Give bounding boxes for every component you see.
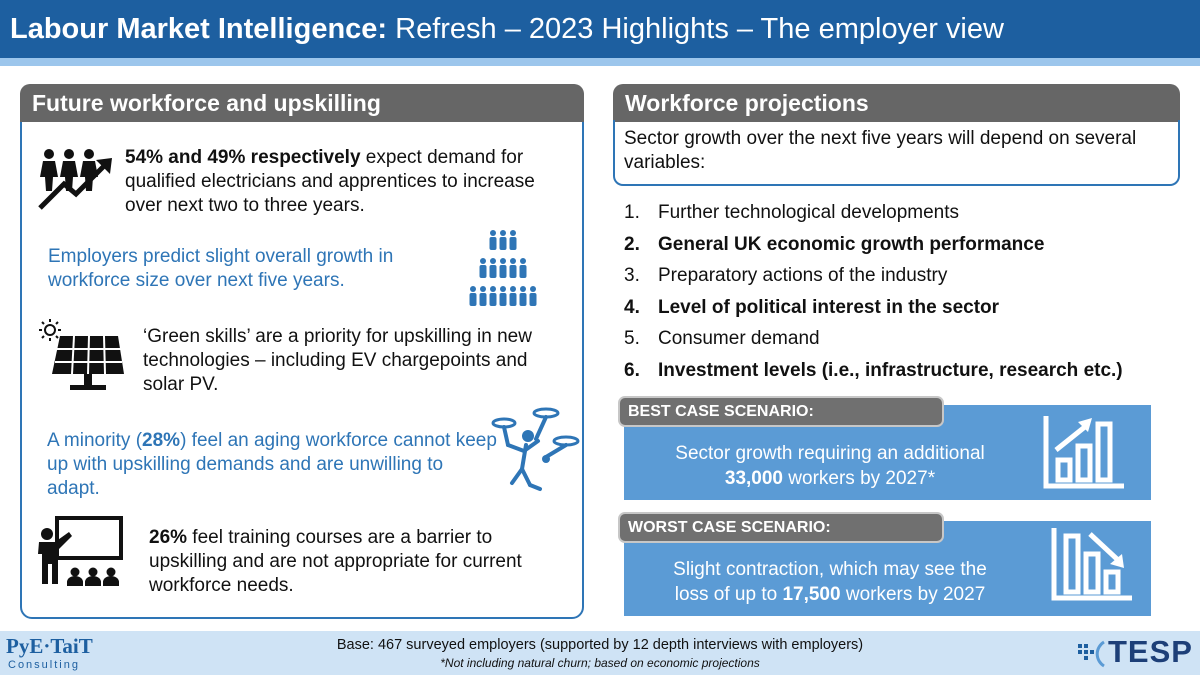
tesp-logo: TESP	[1108, 634, 1193, 669]
list-item-text: Further technological developments	[658, 202, 960, 223]
item5-rest: feel training courses are a barrier to upskilling and are not appropriate for current workforce needs.	[149, 527, 522, 596]
workforce-pyramid-icon	[466, 228, 540, 310]
solar-panel-icon	[36, 318, 126, 392]
person-figure-body	[470, 293, 477, 306]
person-figure-head	[510, 258, 516, 264]
worst-case-pre: loss of up to	[674, 584, 783, 605]
pye-tait-logo-subtitle: Consulting	[8, 659, 80, 671]
list-item-number: 6.	[624, 359, 640, 381]
person-figure-head	[490, 258, 496, 264]
list-item-number: 3.	[624, 265, 640, 286]
footer-footnote: *Not including natural churn; based on economic projections	[440, 656, 760, 670]
person-figure-head	[510, 286, 516, 292]
best-case-text	[640, 441, 1020, 491]
pye-tait-logo: PyE·TaiT	[6, 634, 93, 658]
person-figure-head	[530, 286, 536, 292]
item4-bold: 28%	[142, 430, 181, 451]
worst-case-number: 17,500	[782, 584, 841, 605]
page-title-rest: Refresh – 2023 Highlights – The employer view	[387, 13, 1004, 45]
person-figure-body	[520, 293, 527, 306]
person-figure-body	[500, 293, 507, 306]
best-case-line1: Sector growth requiring an additional	[675, 443, 985, 464]
person-figure-body	[530, 293, 537, 306]
people-growth-icon	[36, 146, 116, 212]
person-figure-head	[500, 258, 506, 264]
future-workforce-heading: Future workforce and upskilling	[20, 84, 584, 122]
best-case-label: BEST CASE SCENARIO:	[618, 396, 944, 427]
person-figure-head	[510, 230, 516, 236]
item5-bold: 26%	[149, 527, 188, 548]
page-title	[10, 13, 1004, 46]
list-item-text: Level of political interest in the sector	[658, 296, 1000, 318]
item3-text: ‘Green skills’ are a priority for upskilling in new technologies – including EV chargepoints and solar PV.	[143, 326, 532, 395]
tesp-logo-mark-icon	[1078, 640, 1106, 668]
item1-text	[125, 146, 565, 218]
item4-pre: A minority (	[47, 430, 143, 451]
person-figure-body	[510, 265, 517, 278]
person-figure-body	[480, 293, 487, 306]
list-item	[624, 292, 1123, 324]
list-item	[624, 260, 1123, 292]
header-stripe	[0, 58, 1200, 66]
person-figure-head	[490, 286, 496, 292]
item2-text: Employers predict slight overall growth in workforce size over next five years.	[48, 246, 394, 291]
drone-worker-icon	[486, 405, 582, 501]
list-item-number: 4.	[624, 296, 640, 318]
worst-case-text	[640, 557, 1020, 607]
person-figure-head	[490, 230, 496, 236]
person-figure-body	[500, 265, 507, 278]
workforce-projections-heading: Workforce projections	[613, 84, 1180, 122]
person-figure-body	[490, 237, 497, 250]
worst-case-rest: workers by 2027	[840, 584, 986, 605]
best-case-rest: workers by 2027*	[783, 468, 936, 489]
item1-rest: expect demand for qualified electricians and apprentices to increase over next two to three years.	[125, 147, 535, 216]
item5-text	[149, 526, 569, 598]
person-figure-body	[490, 293, 497, 306]
person-figure-head	[520, 286, 526, 292]
person-figure-body	[500, 237, 507, 250]
worst-case-line1: Slight contraction, which may see the	[673, 559, 987, 580]
list-item	[624, 197, 1123, 229]
item4-post: ) feel an aging workforce cannot keep up with upskilling demands and are unwilling to adapt.	[47, 430, 497, 499]
training-presentation-icon	[35, 516, 125, 594]
person-figure-body	[480, 265, 487, 278]
worst-case-label: WORST CASE SCENARIO:	[618, 512, 944, 543]
person-figure-head	[470, 286, 476, 292]
list-item-text: Consumer demand	[658, 328, 820, 349]
person-figure-head	[480, 258, 486, 264]
item1-bold: 54% and 49% respectively	[125, 147, 361, 168]
item4-text	[47, 429, 497, 501]
footer-base-note: Base: 467 surveyed employers (supported by 12 depth interviews with employers)	[336, 637, 864, 653]
bar-growth-icon	[1042, 414, 1126, 490]
bar-decline-icon	[1050, 526, 1134, 602]
variables-list	[624, 197, 1123, 386]
person-figure-head	[480, 286, 486, 292]
list-item-number: 2.	[624, 233, 640, 255]
list-item-text: Preparatory actions of the industry	[658, 265, 948, 286]
person-figure-body	[520, 265, 527, 278]
best-case-number: 33,000	[724, 468, 784, 489]
person-figure-head	[520, 258, 526, 264]
person-figure-head	[500, 286, 506, 292]
list-item-text: General UK economic growth performance	[658, 233, 1045, 255]
person-figure-body	[490, 265, 497, 278]
person-figure-body	[510, 237, 517, 250]
list-item	[624, 355, 1123, 387]
list-item	[624, 323, 1123, 355]
list-item-text: Investment levels (i.e., infrastructure, research etc.)	[658, 359, 1123, 381]
list-item	[624, 229, 1123, 261]
person-figure-head	[500, 230, 506, 236]
projections-intro: Sector growth over the next five years will depend on several variables:	[613, 120, 1180, 186]
person-figure-body	[510, 293, 517, 306]
list-item-number: 1.	[624, 202, 640, 223]
page-title-bold: Labour Market Intelligence:	[10, 13, 388, 45]
list-item-number: 5.	[624, 328, 640, 349]
